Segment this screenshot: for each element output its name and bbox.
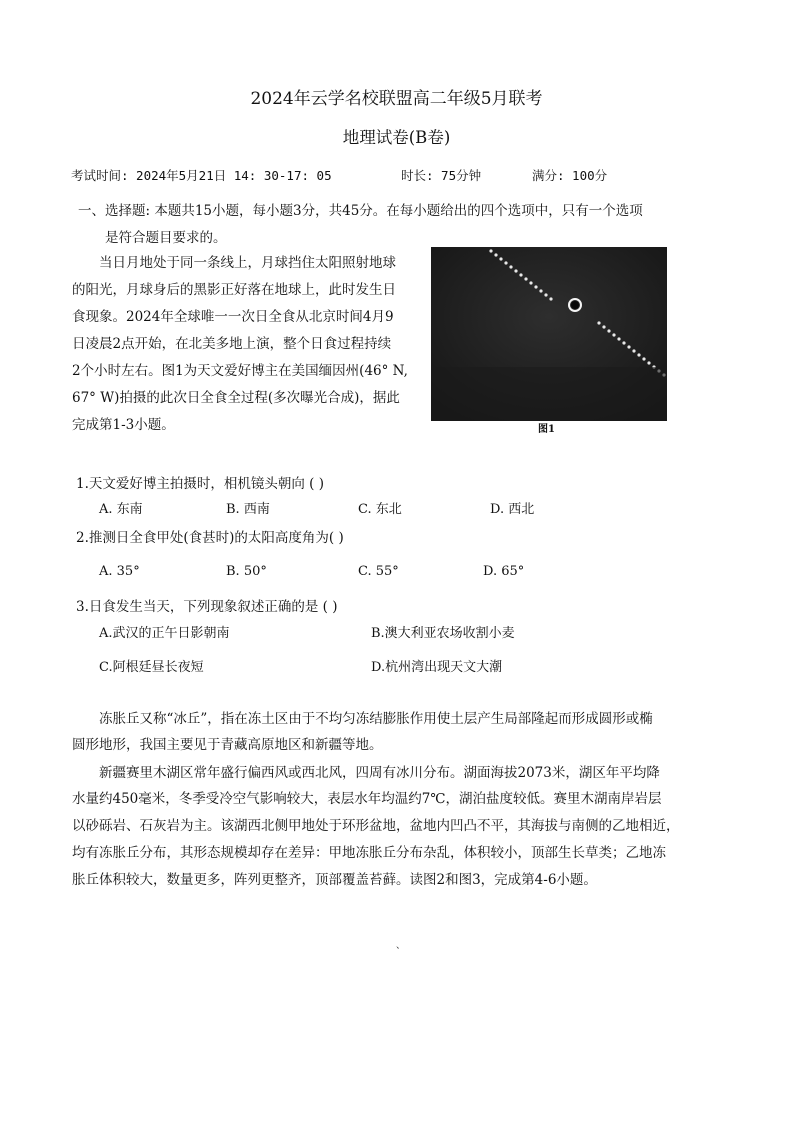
section-heading-cont: 是符合题目要求的。	[105, 230, 227, 246]
passage2-line: 以砂砾岩、石灰岩为主。该湖西北侧甲地处于环形盆地，盆地内凹凸不平，其海拔与南侧的乙地相近，	[72, 818, 680, 834]
exam-score: 满分: 100分	[532, 168, 608, 183]
passage1-line: 食现象。2024年全球唯一一次日全食从北京时间4月9	[72, 309, 394, 325]
passage1-line: 完成第1-3小题。	[72, 417, 175, 433]
passage1-line: 日凌晨2点开始，在北美多地上演，整个日食过程持续	[72, 336, 392, 352]
eclipse-photo	[431, 247, 667, 421]
exam-duration: 时长: 75分钟	[401, 168, 482, 183]
page-title: 2024年云学名校联盟高二年级5月联考	[250, 89, 543, 109]
question-stem: 3.日食发生当天，下列现象叙述正确的是 ( )	[76, 599, 338, 615]
eclipse-moon	[571, 301, 579, 309]
passage1-line: 当日月地处于同一条线上，月球挡住太阳照射地球	[99, 255, 396, 271]
question-option: A. 35°	[99, 564, 140, 579]
passage2-line: 圆形地形，我国主要见于青藏高原地区和新疆等地。	[72, 737, 383, 753]
passage1-line: 的阳光，月球身后的黑影正好落在地球上，此时发生日	[72, 282, 396, 298]
question-option: C. 55°	[358, 564, 399, 579]
exam-time: 考试时间: 2024年5月21日 14: 30-17: 05	[71, 168, 332, 183]
stray-mark: 、	[396, 941, 406, 951]
question-option: B.澳大利亚农场收割小麦	[371, 626, 515, 641]
page-subtitle: 地理试卷(B卷)	[342, 128, 451, 147]
question-option: D.杭州湾出现天文大潮	[371, 660, 503, 675]
question-option: A. 东南	[99, 502, 143, 517]
passage2-line: 均有冻胀丘分布，其形态规模却存在差异：甲地冻胀丘分布杂乱，体积较小，顶部生长草类；乙地冻	[72, 845, 666, 861]
question-option: D. 西北	[490, 502, 535, 517]
passage2-line: 新疆赛里木湖区常年盛行偏西风或西北风，四周有冰川分布。湖面海拔2073米，湖区年平均降	[99, 765, 660, 781]
passage1-line: 67° W)拍摄的此次日全食全过程(多次曝光合成)，据此	[72, 390, 400, 406]
question-stem: 2.推测日全食甲处(食甚时)的太阳高度角为( )	[76, 530, 344, 546]
question-option: C. 东北	[358, 502, 402, 517]
passage2-line: 胀丘体积较大，数量更多，阵列更整齐，顶部覆盖苔藓。读图2和图3，完成第4-6小题。	[72, 872, 597, 888]
figure-caption: 图1	[538, 424, 555, 435]
question-option: A.武汉的正午日影朝南	[99, 626, 230, 641]
question-option: D. 65°	[483, 564, 525, 579]
question-stem: 1.天文爱好博主拍摄时，相机镜头朝向 ( )	[76, 476, 324, 492]
passage1-line: 2个小时左右。图1为天文爱好博主在美国缅因州(46° N,	[72, 363, 408, 379]
question-option: B. 西南	[226, 502, 270, 517]
section-heading: 一、选择题: 本题共15小题，每小题3分，共45分。在每小题给出的四个选项中，只有一个选项	[78, 203, 643, 219]
eclipse-photo-svg	[431, 247, 667, 421]
passage2-line: 冻胀丘又称“冰丘”，指在冻土区由于不均匀冻结膨胀作用使土层产生局部隆起而形成圆形或椭	[99, 711, 653, 727]
question-option: B. 50°	[226, 564, 267, 579]
question-option: C.阿根廷昼长夜短	[99, 660, 204, 675]
passage2-line: 水量约450毫米，冬季受冷空气影响较大，表层水年均温约7℃，湖泊盐度较低。赛里木湖南岸岩层	[72, 791, 662, 807]
